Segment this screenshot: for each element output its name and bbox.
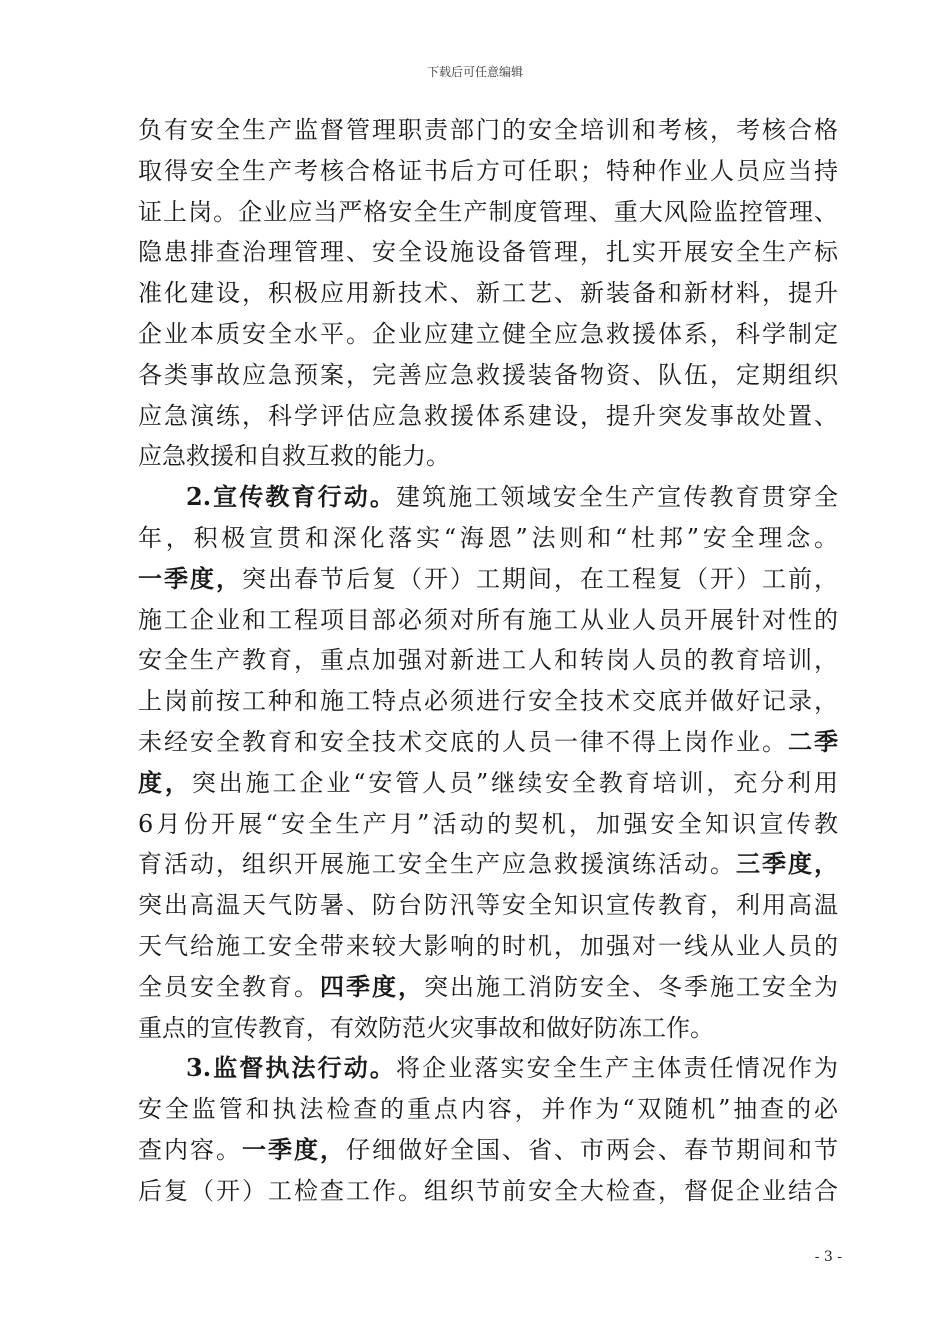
text-run: 安全监管和执法检查的重点内容，并作为“双随机”抽查的必	[138, 1095, 838, 1124]
text-run: 突出施工企业“安管人员”继续安全教育培训，充分利用	[191, 768, 838, 797]
text-line	[138, 600, 838, 641]
text-line	[138, 355, 838, 396]
text-run: 建筑施工领域安全生产宣传教育贯穿全	[396, 483, 838, 512]
text-line	[138, 273, 838, 314]
page-number: - 3 -	[814, 1249, 842, 1265]
text-line	[138, 559, 838, 600]
text-line	[138, 763, 838, 804]
text-run: 全员安全教育。	[138, 972, 320, 1001]
text-run: 查内容。	[138, 1135, 242, 1164]
text-line	[138, 151, 838, 192]
bold-text-run: 度，	[138, 767, 192, 797]
text-line	[138, 1130, 838, 1171]
text-line	[138, 640, 838, 681]
text-run: 证上岗。企业应当严格安全生产制度管理、重大风险监控管理、	[138, 197, 838, 226]
bold-text-run: 3.监督执法行动。	[186, 1053, 397, 1083]
text-run: 天气给施工安全带来较大影响的时机，加强对一线从业人员的	[138, 931, 838, 960]
text-line	[138, 110, 838, 151]
text-line	[138, 396, 838, 437]
document-body	[138, 110, 838, 1212]
text-run: 突出春节后复（开）工期间，在工程复（开）工前，	[242, 564, 838, 593]
text-line	[138, 436, 838, 477]
bold-text-run: 2.宣传教育行动。	[186, 482, 397, 512]
text-line	[138, 477, 838, 518]
text-run: 年，积极宣贯和深化落实“海恩”法则和“杜邦”安全理念。	[138, 523, 838, 552]
text-run: 应急救援和自救互救的能力。	[138, 442, 450, 471]
bold-text-run: 二季	[788, 726, 838, 756]
text-run: 负有安全生产监督管理职责部门的安全培训和考核，考核合格	[138, 116, 838, 144]
text-run: 施工企业和工程项目部必须对所有施工从业人员开展针对性的	[138, 605, 838, 634]
text-run: 上岗前按工种和施工特点必须进行安全技术交底并做好记录，	[138, 687, 838, 716]
text-line	[138, 518, 838, 559]
text-run: 隐患排查治理管理、安全设施设备管理，扎实开展安全生产标	[138, 238, 838, 267]
text-run: 将企业落实安全生产主体责任情况作为	[396, 1054, 838, 1083]
text-run: 应急演练，科学评估应急救援体系建设，提升突发事故处置、	[138, 401, 838, 430]
text-line	[138, 885, 838, 926]
text-run: 准化建设，积极应用新技术、新工艺、新装备和新材料，提升	[138, 279, 838, 308]
page-header: 下载后可任意编辑	[426, 65, 523, 79]
text-line	[138, 314, 838, 355]
bold-text-run: 三季度，	[736, 849, 838, 879]
text-line	[138, 1048, 838, 1089]
text-line	[138, 722, 838, 763]
text-run: 取得安全生产考核合格证书后方可任职；特种作业人员应当持	[138, 156, 838, 185]
text-run: 突出高温天气防暑、防台防汛等安全知识宣传教育，利用高温	[138, 891, 838, 920]
text-run: 重点的宣传教育，有效防范火灾事故和做好防冻工作。	[138, 1013, 714, 1042]
text-line	[138, 926, 838, 967]
text-run: 安全生产教育，重点加强对新进工人和转岗人员的教育培训，	[138, 646, 838, 675]
text-line	[138, 844, 838, 885]
text-line	[138, 1008, 838, 1049]
bold-text-run: 一季度，	[138, 563, 242, 593]
text-line	[138, 1171, 838, 1212]
text-line	[138, 804, 838, 845]
text-run: 后复（开）工检查工作。组织节前安全大检查，督促企业结合	[138, 1176, 838, 1205]
text-line	[138, 232, 838, 273]
text-run: 突出施工消防安全、冬季施工安全为	[424, 972, 838, 1001]
text-line	[138, 192, 838, 233]
text-run: 仔细做好全国、省、市两会、春节期间和节	[346, 1135, 838, 1164]
text-run: 6月份开展“安全生产月”活动的契机，加强安全知识宣传教	[138, 809, 838, 838]
text-run: 企业本质安全水平。企业应建立健全应急救援体系，科学制定	[138, 319, 838, 348]
text-line	[138, 1089, 838, 1130]
text-line	[138, 967, 838, 1008]
text-run: 各类事故应急预案，完善应急救援装备物资、队伍，定期组织	[138, 360, 838, 389]
text-run: 未经安全教育和安全技术交底的人员一律不得上岗作业。	[138, 727, 788, 756]
bold-text-run: 四季度，	[320, 971, 424, 1001]
bold-text-run: 一季度，	[242, 1134, 346, 1164]
text-run: 育活动，组织开展施工安全生产应急救援演练活动。	[138, 850, 736, 879]
text-line	[138, 681, 838, 722]
